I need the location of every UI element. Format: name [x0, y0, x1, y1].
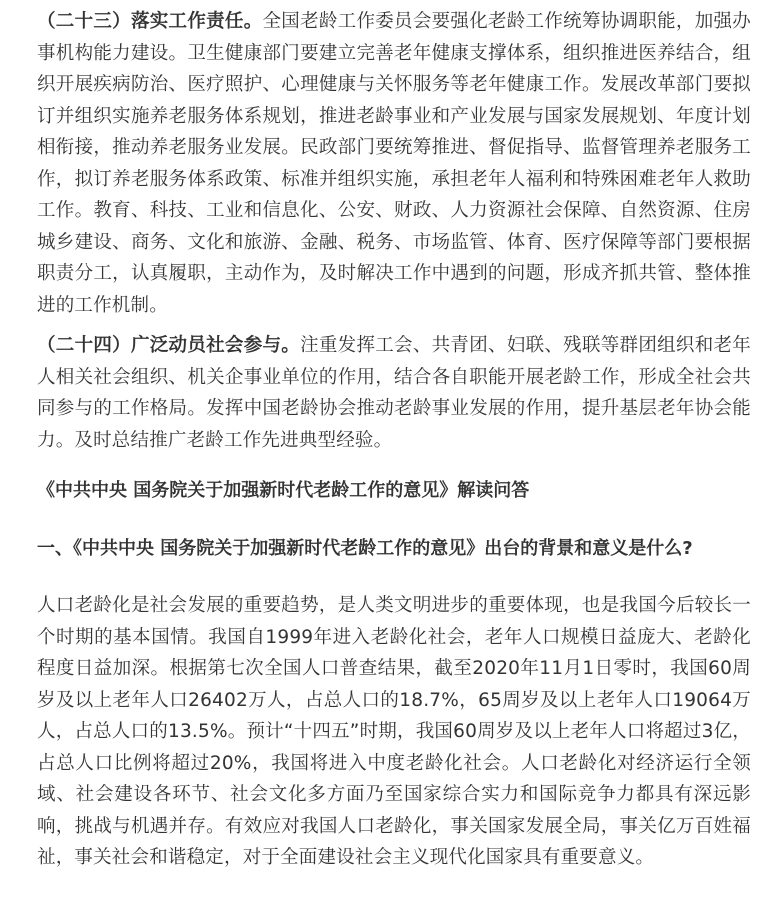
section-23-body: 全国老龄工作委员会要强化老龄工作统筹协调职能，加强办事机构能力建设。卫生健康部门要建立完善老年健康支撑体系，组织推进医养结合，组织开展疾病防治、医疗照护、心理健康与关怀服务等老年健康工作。发展改革部门要拟订并组织实施养老服务体系规划，推进老龄事业和产业发展与国家发展规划、年度计划相衔接，推动养老服务业发展。民政部门要统筹推进、督促指导、监督管理养老服务工作，拟订养老服务体系政策、标准并组织实施，承担老年人福利和特殊困难老年人救助工作。教育、科技、工业和信息化、公安、财政、人力资源社会保障、自然资源、住房城乡建设、商务、文化和旅游、金融、税务、市场监管、体育、医疗保障等部门要根据职责分工，认真履职，主动作为，及时解决工作中遇到的问题，形成齐抓共管、整体推进的工作机制。: [37, 11, 752, 316]
section-23-heading: （二十三）落实工作责任。: [37, 11, 263, 32]
question-1-heading: 一、《中共中央 国务院关于加强新时代老龄工作的意见》出台的背景和意义是什么?: [37, 538, 693, 559]
section-23-paragraph: [37, 6, 751, 321]
section-24-heading: （二十四）广泛动员社会参与。: [37, 335, 301, 356]
answer-1-paragraph: 人口老龄化是社会发展的重要趋势，是人类文明进步的重要体现，也是我国今后较长一个时期的基本国情。我国自1999年进入老龄化社会，老年人口规模日益庞大、老龄化程度日益加深。根据第七次全国人口普查结果，截至2020年11月1日零时，我国60周岁及以上老年人口26402万人，占总人口的18.7%，65周岁及以上老年人口19064万人，占总人口的13.5%。预计“十四五”时期，我国60周岁及以上老年人口将超过3亿，占总人口比例将超过20%，我国将进入中度老龄化社会。人口老龄化对经济运行全领域、社会建设各环节、社会文化多方面乃至国家综合实力和国际竞争力都具有深远影响，挑战与机遇并存。有效应对我国人口老龄化，事关国家发展全局，事关亿万百姓福祉，事关社会和谐稳定，对于全面建设社会主义现代化国家具有重要意义。: [37, 595, 751, 868]
section-24-body: 注重发挥工会、共青团、妇联、残联等群团组织和老年人相关社会组织、机关企事业单位的作用，结合各自职能开展老龄工作，形成全社会共同参与的工作格局。发挥中国老龄协会推动老龄事业发展的作用，提升基层老年协会能力。及时总结推广老龄工作先进典型经验。: [37, 335, 751, 451]
interpretation-title: 《中共中央 国务院关于加强新时代老龄工作的意见》解读问答: [37, 480, 530, 501]
section-24-paragraph: [37, 330, 751, 456]
